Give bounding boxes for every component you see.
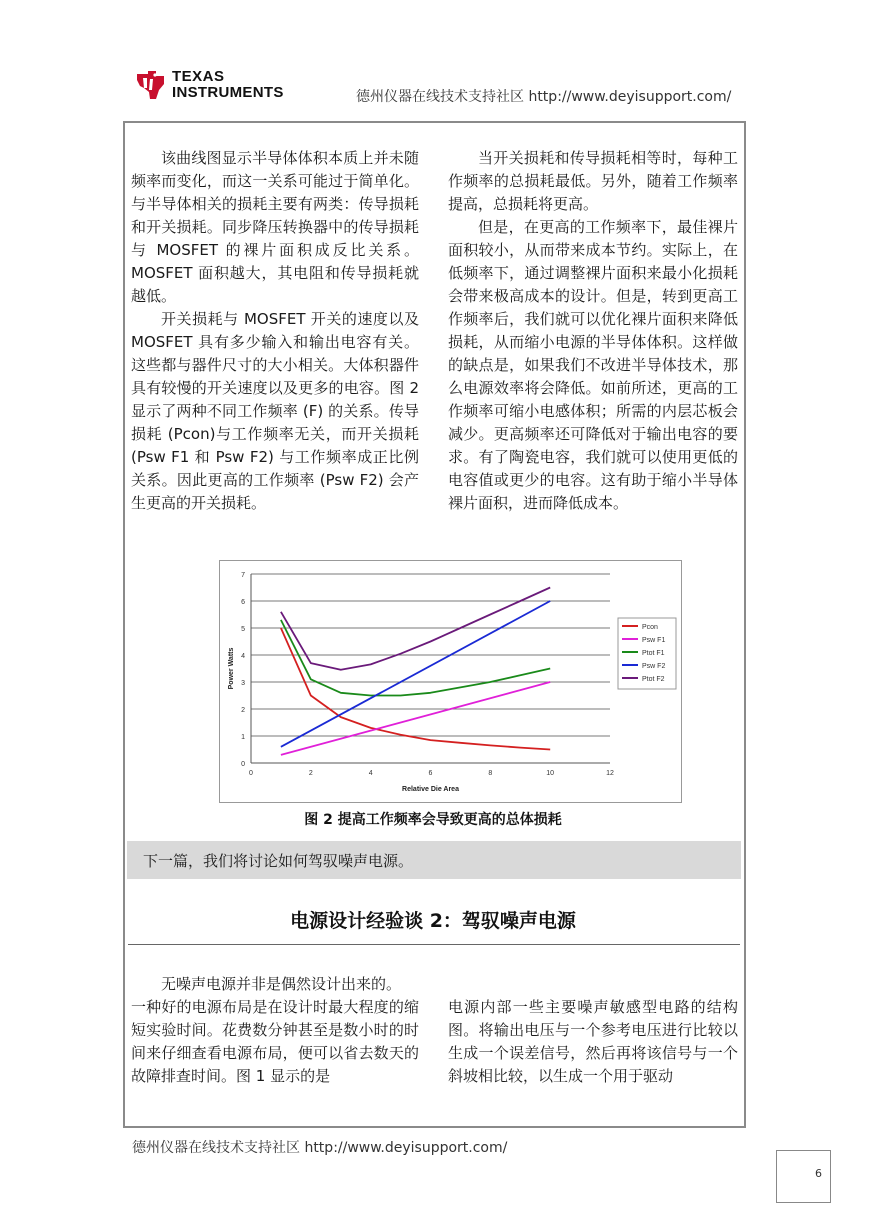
x-axis-label: Relative Die Area: [402, 786, 459, 793]
article-right-column: [448, 147, 738, 515]
paragraph: 无噪声电源并非是偶然设计出来的。: [161, 975, 402, 993]
y-tick-label: 7: [241, 572, 245, 579]
section-divider: [128, 944, 740, 945]
y-tick-label: 6: [241, 599, 245, 606]
section-title: 电源设计经验谈 2：驾驭噪声电源: [290, 910, 576, 932]
paragraph: 该曲线图显示半导体体积本质上并未随频率而变化，而这一关系可能过于简单化。与半导体相关的损耗主要有两类：传导损耗和开关损耗。同步降压转换器中的传导损耗与 MOSFET 的裸片面积成反比关系。MOSFET 面积越大，其电阻和传导损耗就越低。: [131, 149, 419, 305]
paragraph: 但是，在更高的工作频率下，最佳裸片面积较小，从而带来成本节约。实际上，在低频率下，通过调整裸片面积来最小化损耗会带来极高成本的设计。但是，转到更高工作频率后，我们就可以优化裸片面积来降低损耗，从而缩小电源的半导体体积。这样做的缺点是，如果我们不改进半导体技术，那么电源效率将会降低。如前所述，更高的工作频率可缩小电感体积；所需的内层芯板会减少。更高频率还可降低对于输出电容的要求。有了陶瓷电容，我们就可以使用更低的电容值或更少的电容。这有助于缩小半导体裸片面积，进而降低成本。: [448, 218, 738, 512]
x-tick-label: 2: [308, 770, 313, 777]
paragraph: 一种好的电源布局是在设计时最大程度的缩短实验时间。花费数分钟甚至是数小时的时间来仔细查看电源布局，便可以省去数天的故障排查时间。图 1 显示的是: [131, 998, 419, 1085]
y-tick-label: 3: [241, 680, 245, 687]
x-tick-label: 10: [546, 770, 555, 777]
paragraph: 开关损耗与 MOSFET 开关的速度以及 MOSFET 具有多少输入和输出电容有关。这些都与器件尺寸的大小相关。大体积器件具有较慢的开关速度以及更多的电容。图 2 显示了两种不同工作频率 (F) 的关系。传导损耗 (Pcon)与工作频率无关，而开关损耗 (Psw F1 和 Psw F2) 与工作频率成正比例关系。因此更高的工作频率 (Psw F2) 会产生更高的开关损耗。: [131, 310, 419, 512]
next-teaser-text: 下一篇，我们将讨论如何驾驭噪声电源。: [143, 852, 414, 870]
y-axis-label: Power Watts: [228, 647, 235, 690]
legend-label: Pcon: [642, 624, 658, 631]
figure-caption: 图 2 提高工作频率会导致更高的总体损耗: [304, 812, 562, 828]
legend-label: Psw F2: [642, 663, 666, 670]
x-tick-label: 4: [368, 770, 373, 777]
x-tick-label: 12: [606, 770, 614, 777]
y-tick-label: 1: [241, 734, 245, 741]
article2-left-column: [131, 973, 419, 1088]
footer-site-link[interactable]: 德州仪器在线技术支持社区 http://www.deyisupport.com/: [132, 1140, 508, 1156]
y-tick-label: 4: [241, 653, 245, 660]
page-number: 6: [815, 1167, 822, 1180]
paragraph: 当开关损耗和传导损耗相等时，每种工作频率的总损耗最低。另外，随着工作频率提高，总损耗将更高。: [448, 149, 738, 213]
y-tick-label: 2: [241, 707, 245, 714]
y-tick-label: 5: [241, 626, 245, 633]
power-loss-chart: [219, 560, 682, 803]
ti-logo: [134, 66, 294, 106]
legend-label: Psw F1: [642, 637, 666, 644]
article2-right-column: [448, 996, 738, 1088]
y-tick-label: 0: [241, 761, 245, 768]
x-tick-label: 8: [488, 770, 493, 777]
ti-logo-icon: [134, 66, 168, 100]
page-number-box: [776, 1150, 831, 1203]
legend-label: Ptot F2: [642, 676, 665, 683]
paragraph: 电源内部一些主要噪声敏感型电路的结构图。将输出电压与一个参考电压进行比较以生成一个误差信号，然后再将该信号与一个斜坡相比较，以生成一个用于驱动: [448, 998, 738, 1085]
x-tick-label: 0: [249, 770, 253, 777]
logo-line1: TEXAS: [172, 68, 225, 85]
logo-line2: INSTRUMENTS: [172, 84, 284, 101]
legend-label: Ptot F1: [642, 650, 665, 657]
header-site-link[interactable]: 德州仪器在线技术支持社区 http://www.deyisupport.com/: [356, 89, 732, 105]
x-tick-label: 6: [428, 770, 433, 777]
article-left-column: [131, 147, 419, 515]
